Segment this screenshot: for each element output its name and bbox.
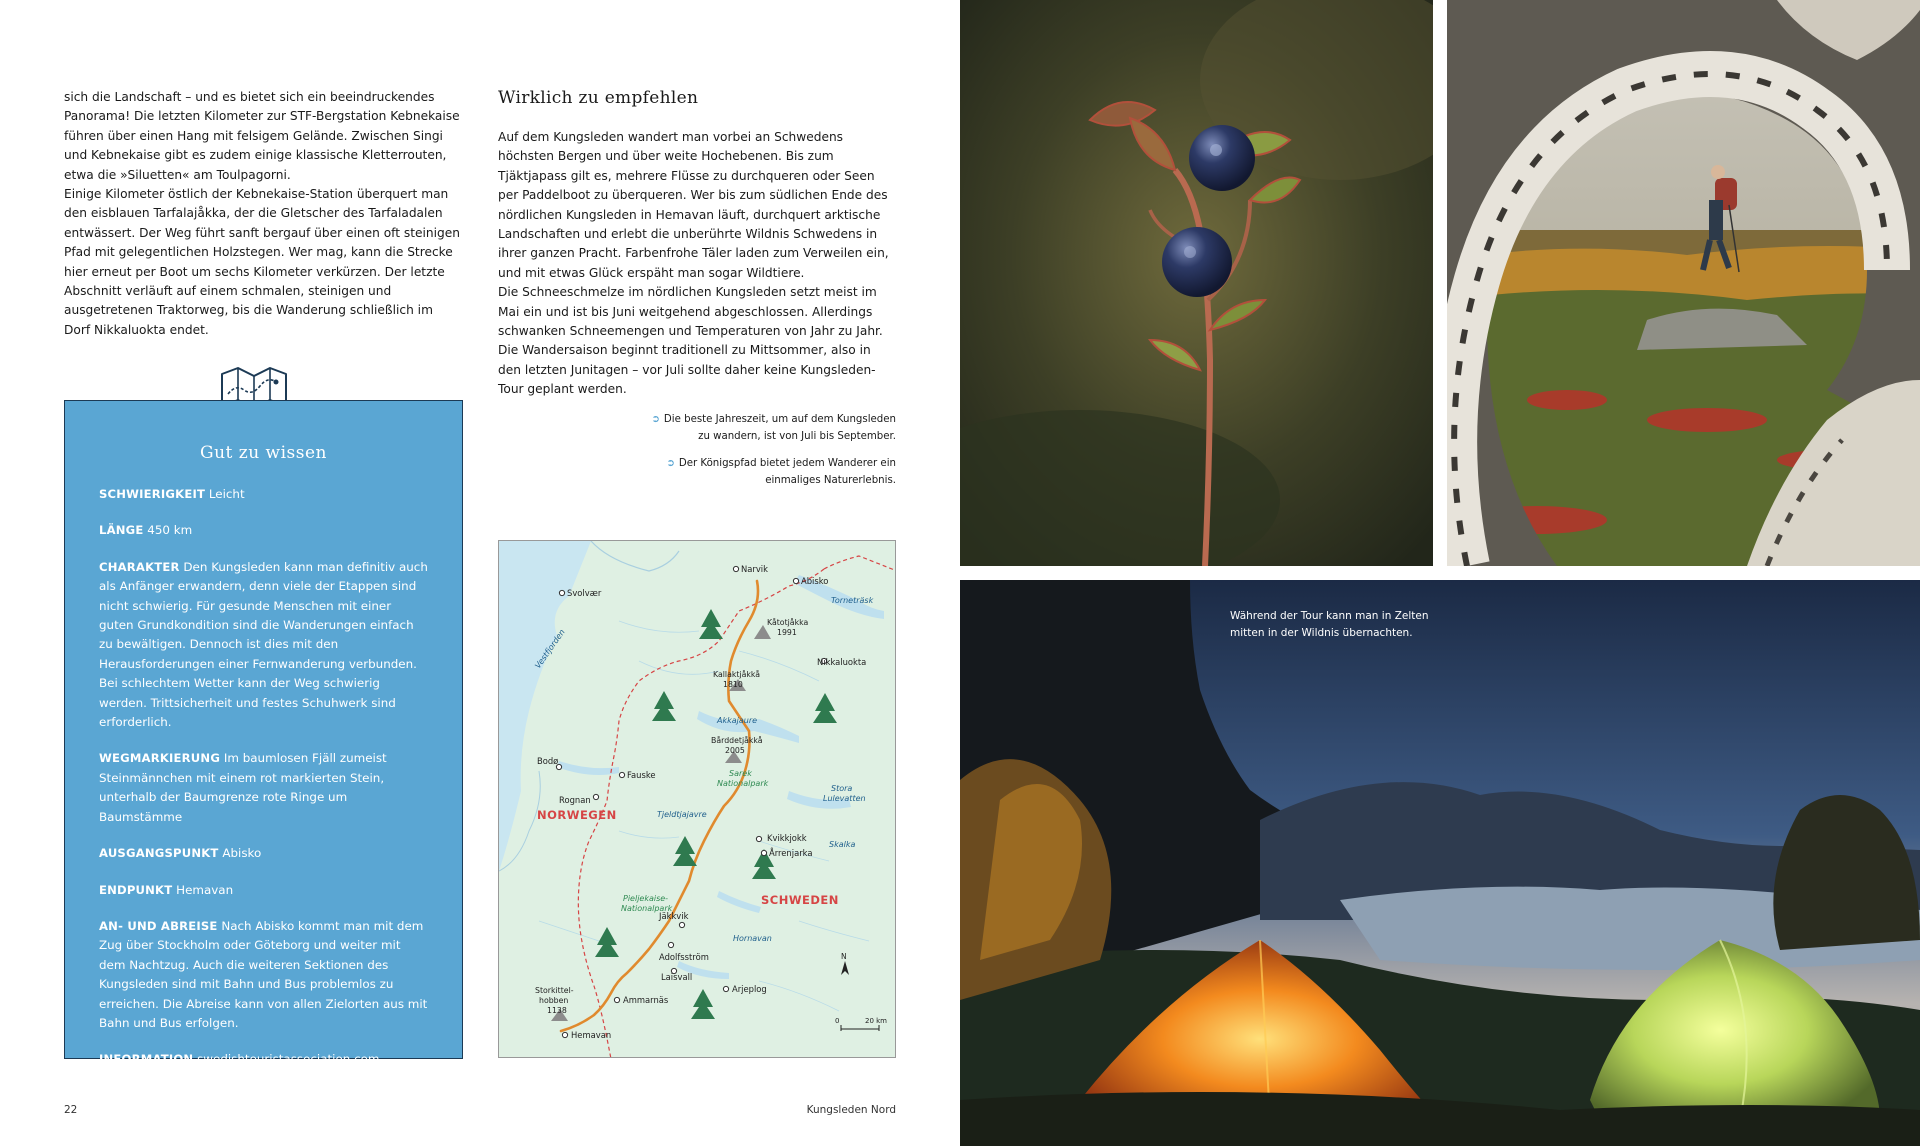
section-heading: Wirklich zu empfehlen	[498, 88, 699, 108]
map-label-svolvaer: Svolvær	[567, 588, 602, 598]
map-label-storkittel-2: hobben	[539, 996, 569, 1005]
map-label-rognan: Rognan	[559, 795, 591, 805]
map-label-nikkaluokta: Nikkaluokta	[817, 657, 867, 667]
info-box-title: Gut zu wissen	[199, 443, 328, 463]
tents-night-photo	[960, 580, 1920, 1146]
map-label-kebnekaise-height: 1991	[777, 628, 797, 637]
info-item	[99, 1050, 429, 1069]
map-label-akkajaure: Akkajaure	[717, 716, 758, 725]
blueberry-photo	[960, 0, 1433, 566]
map-label-fauske: Fauske	[627, 770, 656, 780]
info-item	[99, 485, 429, 504]
caption-season: ➲ Die beste Jahreszeit, um auf dem Kungsleden zu wandern, ist von Juli bis September.	[651, 414, 896, 442]
map-label-stora-2: Lulevatten	[823, 794, 866, 803]
info-label: SCHWIERIGKEIT	[99, 487, 206, 501]
info-value: Nach Abisko kommt man mit dem Zug über Stockholm oder Göteborg und weiter mit dem Nachtzug. Auch die weiteren Sektionen des Kungsleden sind mit Bahn und Bus problemlos zu erreichen. Die Abreise kann von allen Zielorten aus mit Bahn und Bus erfolgen.	[99, 918, 428, 1030]
arrow-icon: ➲	[666, 458, 675, 469]
info-item	[99, 917, 429, 1033]
info-label: LÄNGE	[99, 523, 144, 538]
caption-koenigspfad: ➲ Der Königspfad bietet jedem Wanderer ein einmaliges Naturerlebnis.	[666, 458, 896, 486]
map-label-storkittel-height: 1138	[547, 1006, 567, 1015]
info-item	[99, 881, 429, 900]
map-label-stora: Stora	[831, 784, 853, 793]
info-label: AN- UND ABREISE	[99, 918, 218, 933]
map-label-arjeplog: Arjeplog	[732, 984, 767, 994]
page-number: 22	[64, 1104, 78, 1116]
info-item	[99, 749, 429, 827]
map-label-kallaktjakka: Kallaktjåkkå	[713, 670, 761, 679]
map-label-kvikkjokk: Kvikkjokk	[767, 833, 807, 843]
middle-column-text	[498, 128, 896, 400]
info-value: Den Kungsleden kann man definitiv auch als Anfänger erwandern, denn viele der Etappen sind nicht schwierig. Für gesunde Menschen mit einer guten Grundkondition sind die Wanderungen einfach zu bewältigen. Dennoch ist dies mit den Herausforderungen einer Fernwanderung verbunden. Bei schlechtem Wetter kann der Weg schwierig werden. Trittsicherheit und festes Schuhwerk sind erforderlich.	[99, 559, 428, 730]
info-value: Hemavan	[176, 882, 234, 897]
arrow-icon: ➲	[651, 414, 660, 425]
map-label-norwegen: NORWEGEN	[537, 808, 617, 822]
birch-hiker-photo	[1447, 0, 1920, 566]
map-label-laisvall: Laisvall	[661, 972, 693, 982]
map-label-kallaktjakka-height: 1810	[723, 680, 743, 689]
map-label-tornetrask: Torneträsk	[831, 596, 874, 605]
map-label-pieljekaise: Pieljekaise-	[623, 894, 669, 903]
info-item	[99, 844, 429, 863]
info-label: CHARAKTER	[99, 559, 180, 574]
map-label-tjeldtjajavre: Tjeldtjajavre	[657, 810, 707, 819]
tents-photo-caption: Während der Tour kann man in Zelten mitten in der Wildnis übernachten.	[1230, 610, 1429, 639]
map-label-barddetjakka: Bårddetjåkkå	[711, 736, 763, 745]
info-label: INFORMATION	[99, 1052, 194, 1067]
info-value: 450 km	[147, 523, 193, 538]
map-label-arrenjarka: Årrenjarka	[769, 848, 813, 858]
info-label: WEGMARKIERUNG	[99, 751, 221, 766]
map-label-sarek-2: Nationalpark	[717, 779, 769, 788]
map-label-narvik: Narvik	[741, 564, 768, 574]
info-item	[99, 521, 429, 540]
paragraph: Die Schneeschmelze im nördlichen Kungsleden setzt meist im Mai ein und ist bis Juni weitgehend abgeschlossen. Allerdings schwanken Schneemengen und Temperaturen von Jahr zu Jahr. Die Wandersaison beginnt traditionell zu Mittsommer, also in den letzten Junitagen – vor Juli sollte daher keine Kungsleden-Tour geplant werden.	[498, 285, 883, 397]
map-label-kebnekaise: Kåtotjåkka	[767, 618, 809, 627]
paragraph: sich die Landschaft – und es bietet sich ein beeindruckendes Panorama! Die letzten Kilometer zur STF-Bergstation Kebnekaise führen über einen Hang mit felsigem Gelände. Zwischen Singi und Kebnekaise gibt es zudem einige klassische Kletterrouten, etwa die »Siluetten« am Toulpagorni.	[64, 90, 460, 182]
map-label-hemavan: Hemavan	[571, 1030, 612, 1040]
svg-text:20 km: 20 km	[865, 1017, 888, 1025]
info-value: Abisko	[222, 846, 262, 861]
map-label-vestfjorden: Vestfjorden	[533, 627, 567, 671]
info-label: ENDPUNKT	[99, 882, 173, 897]
info-list	[99, 485, 429, 1087]
map-label-adolfsstrom: Adolfsström	[659, 952, 709, 962]
map-label-jakkvik: Jäkkvik	[659, 911, 689, 921]
svg-text:0: 0	[835, 1017, 840, 1025]
info-item	[99, 558, 429, 733]
map-label-skalka: Skalka	[829, 840, 856, 849]
map-label-storkittel: Storkittel-	[535, 986, 574, 995]
paragraph: Auf dem Kungsleden wandert man vorbei an Schwedens höchsten Bergen und über weite Hochebenen. Bis zum Tjäktjapass gilt es, mehrere Flüsse zu durchqueren oder Seen per Paddelboot zu überqueren. Wer bis zum südlichen Ende des nördlichen Kungsleden in Hemavan läuft, durchquert arktische Landschaften und erlebt die unberührte Wildnis Schwedens in ihrer ganzen Pracht. Farbenfrohe Täler laden zum Verweilen ein, und mit etwas Glück erspäht man sogar Wildtiere.	[498, 130, 889, 280]
paragraph: Einige Kilometer östlich der Kebnekaise-Station überquert man den eisblauen Tarfalajåkka, der die Gletscher des Tarfaladalen entwässert. Der Weg führt sanft bergauf über einen oft steinigen Pfad mit gelegentlichen Holzstegen. Wer mag, kann die Strecke hier erneut per Boot um sechs Kilometer verkürzen. Der letzte Abschnitt verläuft auf einem schmalen, steinigen und ausgetretenen Traktorweg, bis die Wanderung schließlich im Dorf Nikkaluokta endet.	[64, 187, 460, 337]
info-value: Im baumlosen Fjäll zumeist Steinmännchen mit einem rot markierten Stein, unterhalb der Baumgrenze rote Ringe um Baumstämme	[99, 751, 387, 824]
left-column-text	[64, 88, 461, 340]
info-label: AUSGANGSPUNKT	[99, 846, 219, 861]
info-value: Leicht	[208, 487, 245, 501]
map-label-schweden: SCHWEDEN	[761, 893, 839, 907]
info-value: swedishtouristassociation.com	[197, 1052, 380, 1067]
map-label-pieljekaise-2: Nationalpark	[621, 904, 673, 913]
map-label-ammarnas: Ammarnäs	[623, 995, 669, 1005]
svg-text:N: N	[841, 952, 847, 961]
running-title: Kungsleden Nord	[806, 1104, 896, 1116]
map-label-sarek: Sarek	[729, 769, 752, 778]
map-label-bodo: Bodø	[537, 756, 559, 766]
map-label-abisko: Abisko	[801, 576, 829, 586]
route-map	[498, 540, 896, 1058]
info-box	[64, 400, 463, 1067]
map-label-hornavan: Hornavan	[733, 934, 772, 943]
map-label-barddetjakka-height: 2005	[725, 746, 745, 755]
